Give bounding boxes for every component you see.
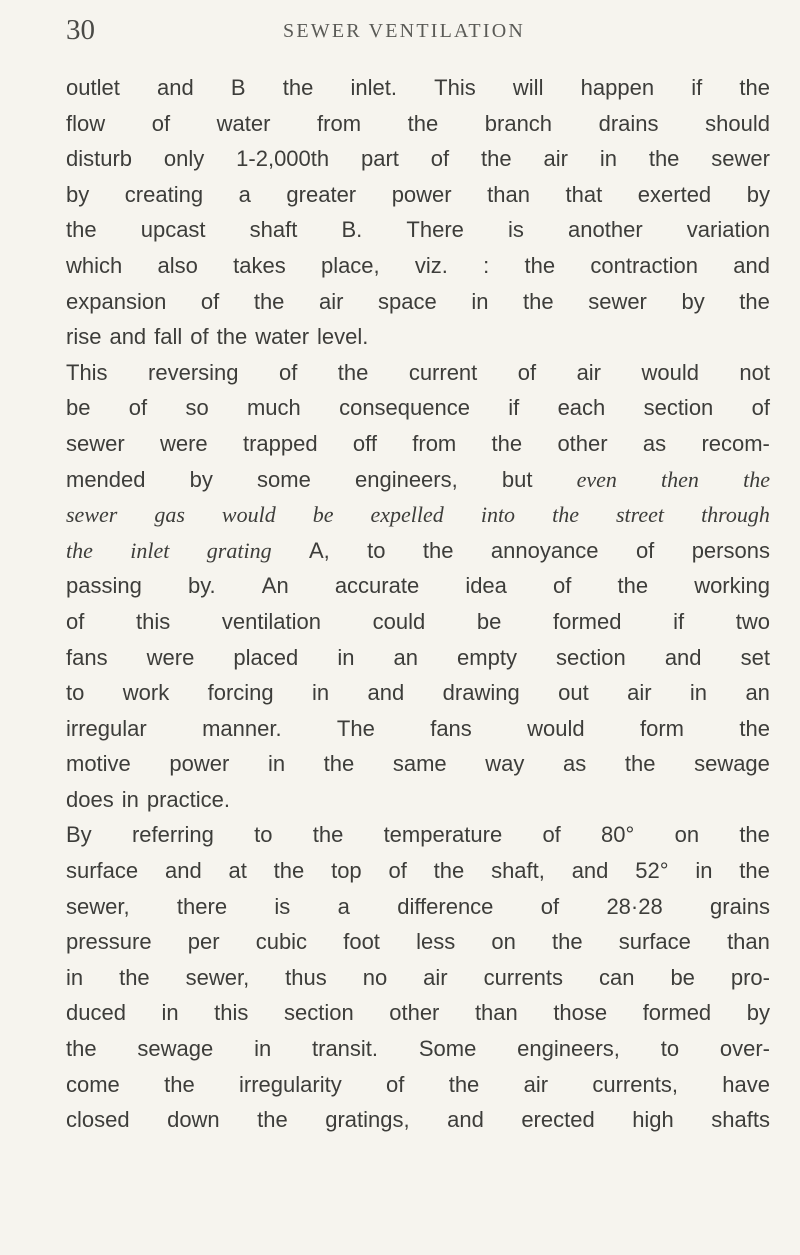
running-head: [66, 12, 770, 48]
text-line: in the sewer, thus no air currents can be pro-: [66, 964, 770, 990]
text-line: passing by. An accurate idea of the working: [66, 573, 770, 599]
text-line: rise and fall of the water level.: [66, 324, 369, 350]
text-line: to work forcing in and drawing out air in an: [66, 680, 770, 706]
text-line: outlet and B the inlet. This will happen if the: [66, 75, 770, 100]
text-line: motive power in the same way as the sewage: [66, 751, 770, 777]
text-line: the sewage in transit. Some engineers, to over-: [66, 1036, 770, 1062]
text-line: disturb only 1-2,000th part of the air in the sewer: [66, 146, 770, 172]
text-line: irregular manner. The fans would form the: [66, 715, 770, 741]
text-line: By referring to the temperature of 80° on the: [66, 822, 770, 848]
text-line: the inlet grating A, to the annoyance of persons: [66, 537, 770, 563]
text-line: be of so much consequence if each section of: [66, 395, 770, 421]
text-line: flow of water from the branch drains should: [66, 110, 770, 136]
text-line: expansion of the air space in the sewer by the: [66, 288, 770, 314]
running-title: SEWER VENTILATION: [283, 20, 525, 42]
text-line: fans were placed in an empty section and set: [66, 644, 770, 670]
text-line: does in practice.: [66, 786, 230, 812]
text-line: of this ventilation could be formed if two: [66, 608, 770, 634]
text-line: which also takes place, viz. : the contraction and: [66, 252, 770, 278]
body-text: [66, 70, 770, 1138]
text-line: closed down the gratings, and erected high shafts: [66, 1107, 770, 1133]
text-line: sewer, there is a difference of 28·28 grains: [66, 893, 770, 919]
text-line: the upcast shaft B. There is another variation: [66, 217, 770, 243]
text-line: come the irregularity of the air currents, have: [66, 1071, 770, 1097]
text-line: mended by some engineers, but even then the: [66, 466, 770, 492]
text-line: surface and at the top of the shaft, and 52° in the: [66, 858, 770, 884]
text-line: pressure per cubic foot less on the surface than: [66, 929, 770, 955]
page-number: 30: [66, 14, 95, 46]
text-line: sewer were trapped off from the other as recom-: [66, 430, 770, 456]
text-line: This reversing of the current of air would not: [66, 359, 770, 385]
text-line: by creating a greater power than that exerted by: [66, 181, 770, 207]
text-line: sewer gas would be expelled into the street through: [66, 502, 770, 528]
text-line: duced in this section other than those formed by: [66, 1000, 770, 1026]
